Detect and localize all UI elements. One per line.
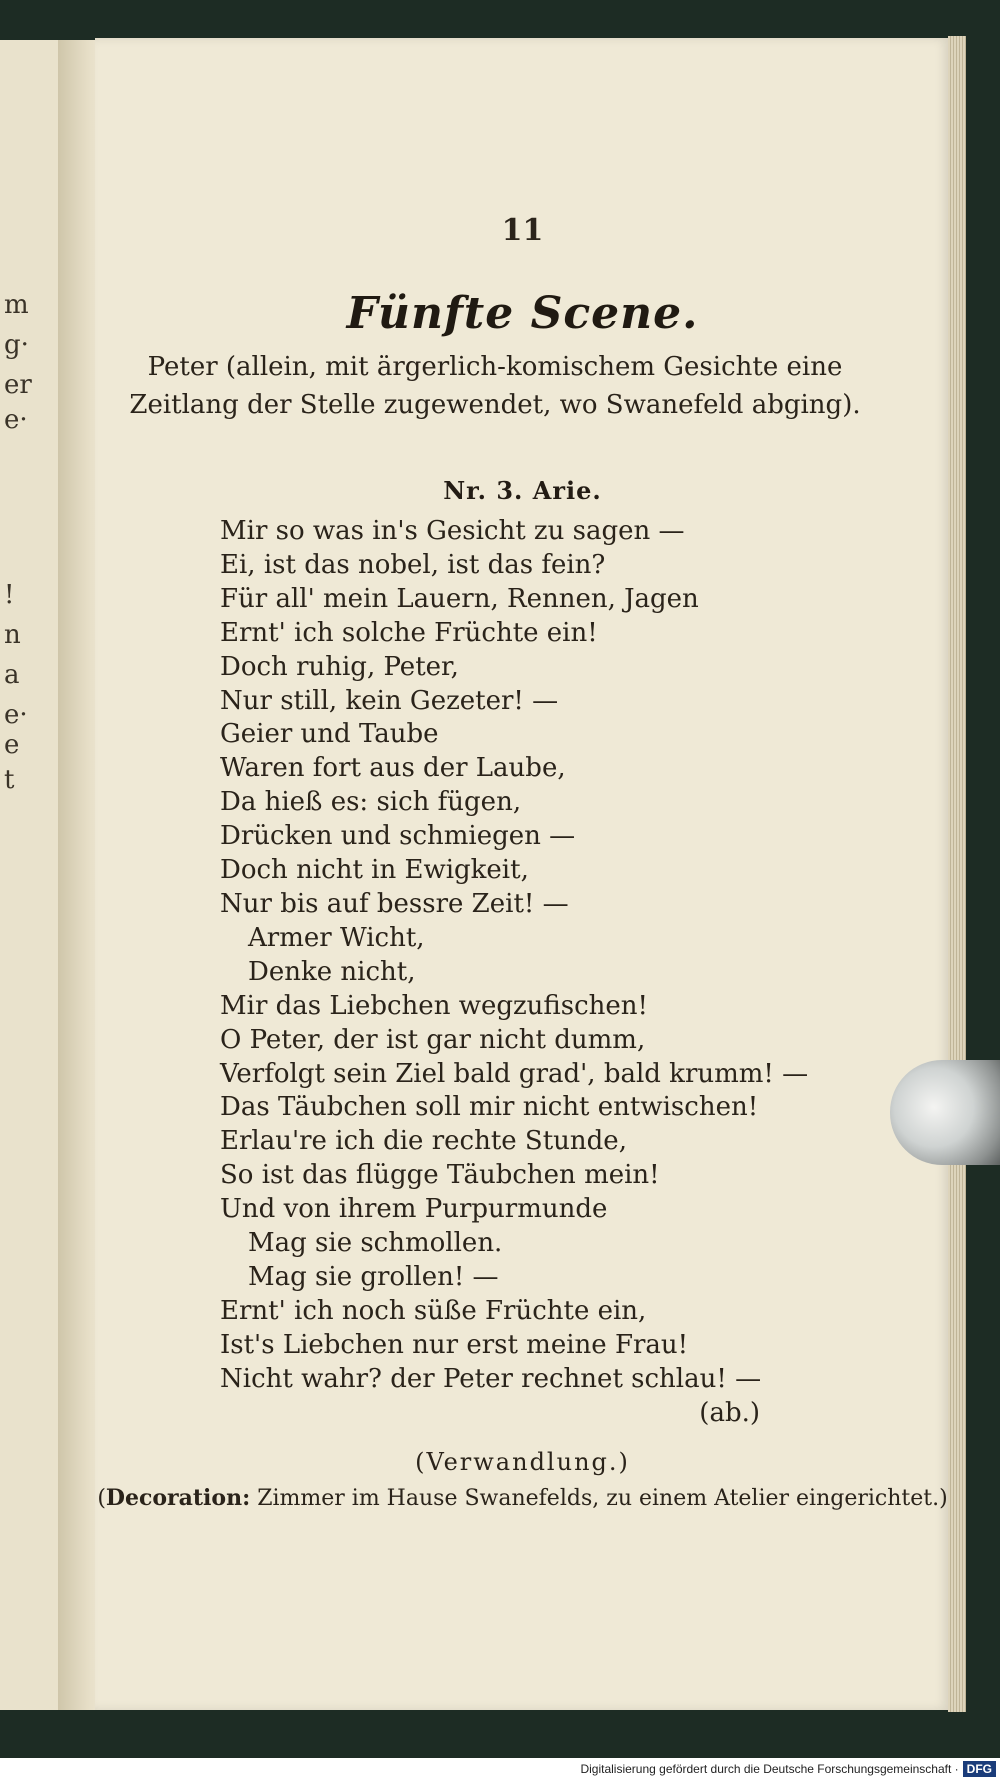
- verse-line: Denke nicht,: [248, 956, 416, 987]
- footer-bar: [0, 1758, 1000, 1780]
- aria-verses: [220, 515, 860, 1397]
- book-clip: [890, 1060, 1000, 1165]
- decoration-note: [95, 1485, 950, 1511]
- verse-line: Armer Wicht,: [248, 922, 425, 953]
- verse-line: Erlau're ich die rechte Stunde,: [220, 1126, 627, 1157]
- decoration-label: Decoration:: [105, 1485, 251, 1511]
- verse-line: Ernt' ich noch süße Früchte ein,: [220, 1295, 647, 1326]
- left-page-fragment: m: [4, 290, 29, 320]
- left-page-fragment: a: [4, 660, 20, 690]
- verse-line: Nur bis auf bessre Zeit! —: [220, 888, 569, 919]
- left-page-fragment: t: [4, 765, 15, 795]
- left-page-fragment: n: [4, 620, 21, 650]
- transformation-note: (Verwandlung.): [415, 1448, 630, 1476]
- verse-line: Da hieß es: sich fügen,: [220, 787, 522, 818]
- verse-line: Doch ruhig, Peter,: [220, 651, 459, 682]
- verse-line: Und von ihrem Purpurmunde: [220, 1194, 608, 1225]
- verse-line: Das Täubchen soll mir nicht entwischen!: [220, 1092, 759, 1123]
- footer-text: Digitalisierung gefördert durch die Deutsche Forschungsgemeinschaft ·: [580, 1762, 959, 1776]
- verse-line: Doch nicht in Ewigkeit,: [220, 855, 529, 886]
- book-page: [95, 38, 950, 1710]
- verse-line: Mag sie grollen! —: [248, 1261, 499, 1292]
- verse-line: Drücken und schmiegen —: [220, 821, 576, 852]
- left-page-fragment: !: [4, 580, 15, 610]
- verse-line: Nur still, kein Gezeter! —: [220, 685, 559, 716]
- stage-direction: Peter (allein, mit ärgerlich-komischem Gesichte eine Zeitlang der Stelle zugewendet, wo Swanefeld abging).: [129, 352, 861, 420]
- verse-line: O Peter, der ist gar nicht dumm,: [220, 1024, 646, 1055]
- verse-line: Für all' mein Lauern, Rennen, Jagen: [220, 583, 699, 614]
- verse-line: Ei, ist das nobel, ist das fein?: [220, 549, 606, 580]
- aria-number-label: Nr. 3. Arie.: [443, 476, 602, 505]
- page-number: 11: [501, 213, 544, 248]
- left-page-margin: [0, 40, 62, 1710]
- verse-line: Mag sie schmollen.: [248, 1228, 503, 1259]
- left-page-fragment: er: [4, 370, 32, 400]
- dfg-logo: DFG: [963, 1761, 996, 1777]
- verse-line: Nicht wahr? der Peter rechnet schlau! —: [220, 1363, 762, 1394]
- verse-line: Ist's Liebchen nur erst meine Frau!: [220, 1329, 689, 1360]
- left-page-fragment: e·: [4, 405, 28, 435]
- decoration-open-paren: (: [97, 1486, 106, 1511]
- verse-line: Waren fort aus der Laube,: [220, 753, 566, 784]
- verse-line: So ist das flügge Täubchen mein!: [220, 1160, 660, 1191]
- verse-line: Verfolgt sein Ziel bald grad', bald krumm! —: [220, 1058, 809, 1089]
- page-edge: [948, 36, 966, 1712]
- verse-line: Mir so was in's Gesicht zu sagen —: [220, 516, 685, 546]
- scene-title: Fünfte Scene.: [346, 288, 699, 339]
- left-page-fragment: e·: [4, 700, 28, 730]
- verse-line: Ernt' ich solche Früchte ein!: [220, 617, 598, 648]
- exit-note: (ab.): [699, 1398, 760, 1428]
- decoration-text: Zimmer im Hause Swanefelds, zu einem Atelier eingerichtet.): [257, 1486, 948, 1511]
- verse-line: Mir das Liebchen wegzufischen!: [220, 990, 648, 1021]
- verse-line: Geier und Taube: [220, 719, 439, 750]
- left-page-fragment: e: [4, 730, 20, 760]
- left-page-fragment: g·: [4, 330, 29, 360]
